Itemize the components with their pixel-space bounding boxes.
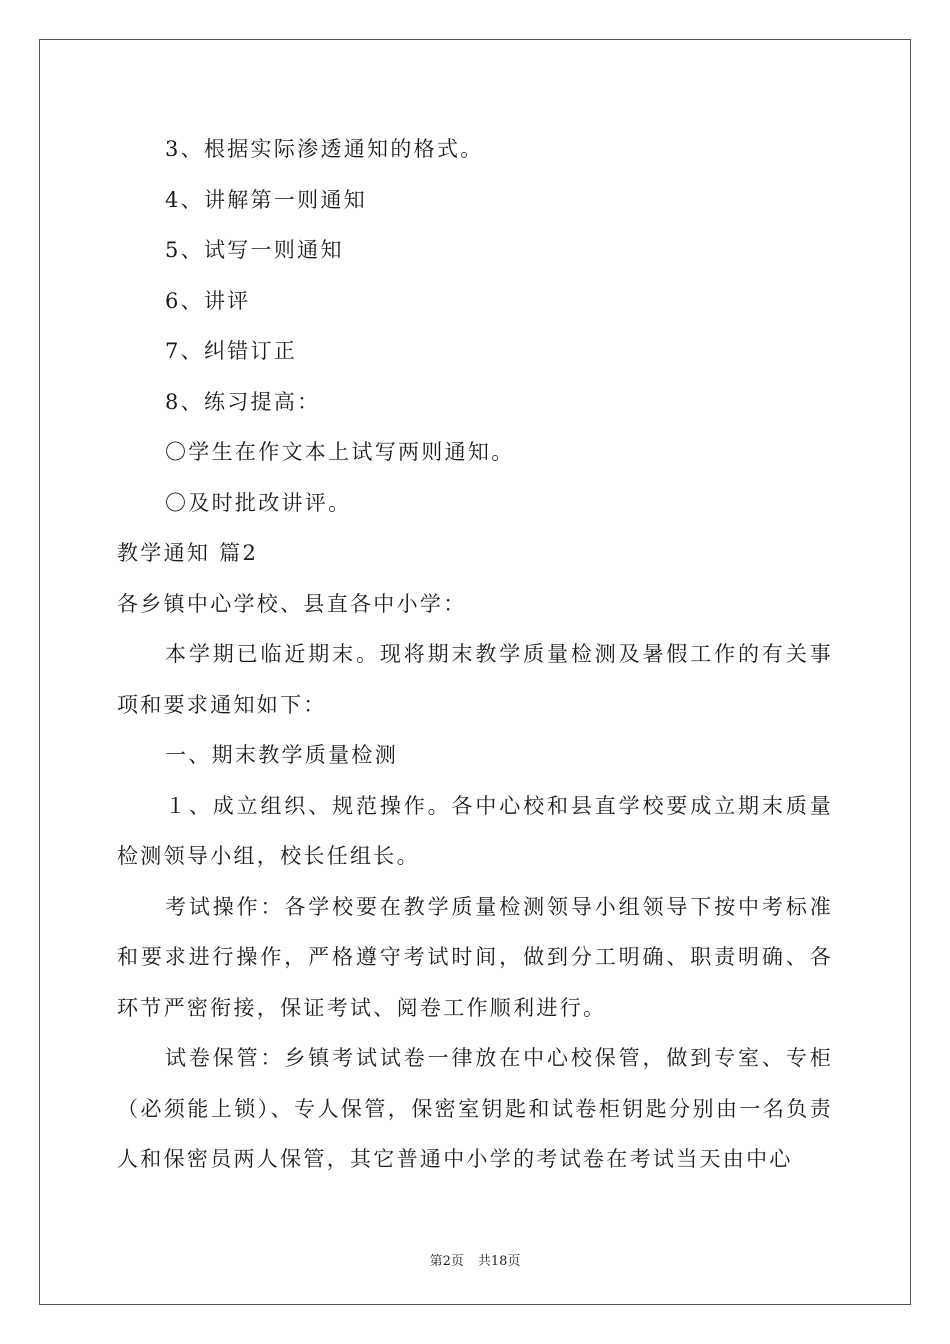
paragraph: 本学期已临近期末。现将期末教学质量检测及暑假工作的有关事项和要求通知如下： xyxy=(117,642,833,717)
list-item: 5、试写一则通知 xyxy=(165,238,344,262)
page-footer xyxy=(0,1250,950,1269)
paragraph-heading: 一、期末教学质量检测 xyxy=(165,743,398,767)
section-title: 教学通知 篇2 xyxy=(117,541,259,565)
list-item: 6、讲评 xyxy=(165,288,251,313)
paragraph: １、成立组织、规范操作。各中心校和县直学校要成立期末质量检测领导小组，校长任组长。 xyxy=(117,793,833,868)
list-item: 8、练习提高： xyxy=(165,389,321,414)
page-total: 共18页 xyxy=(477,1254,521,1269)
document-body xyxy=(117,124,833,1185)
list-item: 3、根据实际渗透通知的格式。 xyxy=(165,137,484,161)
salutation: 各乡镇中心学校、县直各中小学： xyxy=(117,591,467,616)
page-number: 第2页 xyxy=(429,1254,464,1269)
bullet-item: 〇及时批改讲评。 xyxy=(165,490,352,515)
bullet-item: 〇学生在作文本上试写两则通知。 xyxy=(165,440,515,464)
list-item: 4、讲解第一则通知 xyxy=(165,187,368,212)
list-item: 7、纠错订正 xyxy=(165,339,298,363)
paragraph: 试卷保管：乡镇考试试卷一律放在中心校保管，做到专室、专柜（必须能上锁）、专人保管，保密室钥匙和试卷柜钥匙分别由一名负责人和保密员两人保管，其它普通中小学的考试卷在考试当天由中心 xyxy=(117,1046,833,1171)
paragraph: 考试操作：各学校要在教学质量检测领导小组领导下按中考标准和要求进行操作，严格遵守考试时间，做到分工明确、职责明确、各环节严密衔接，保证考试、阅卷工作顺利进行。 xyxy=(117,894,833,1020)
